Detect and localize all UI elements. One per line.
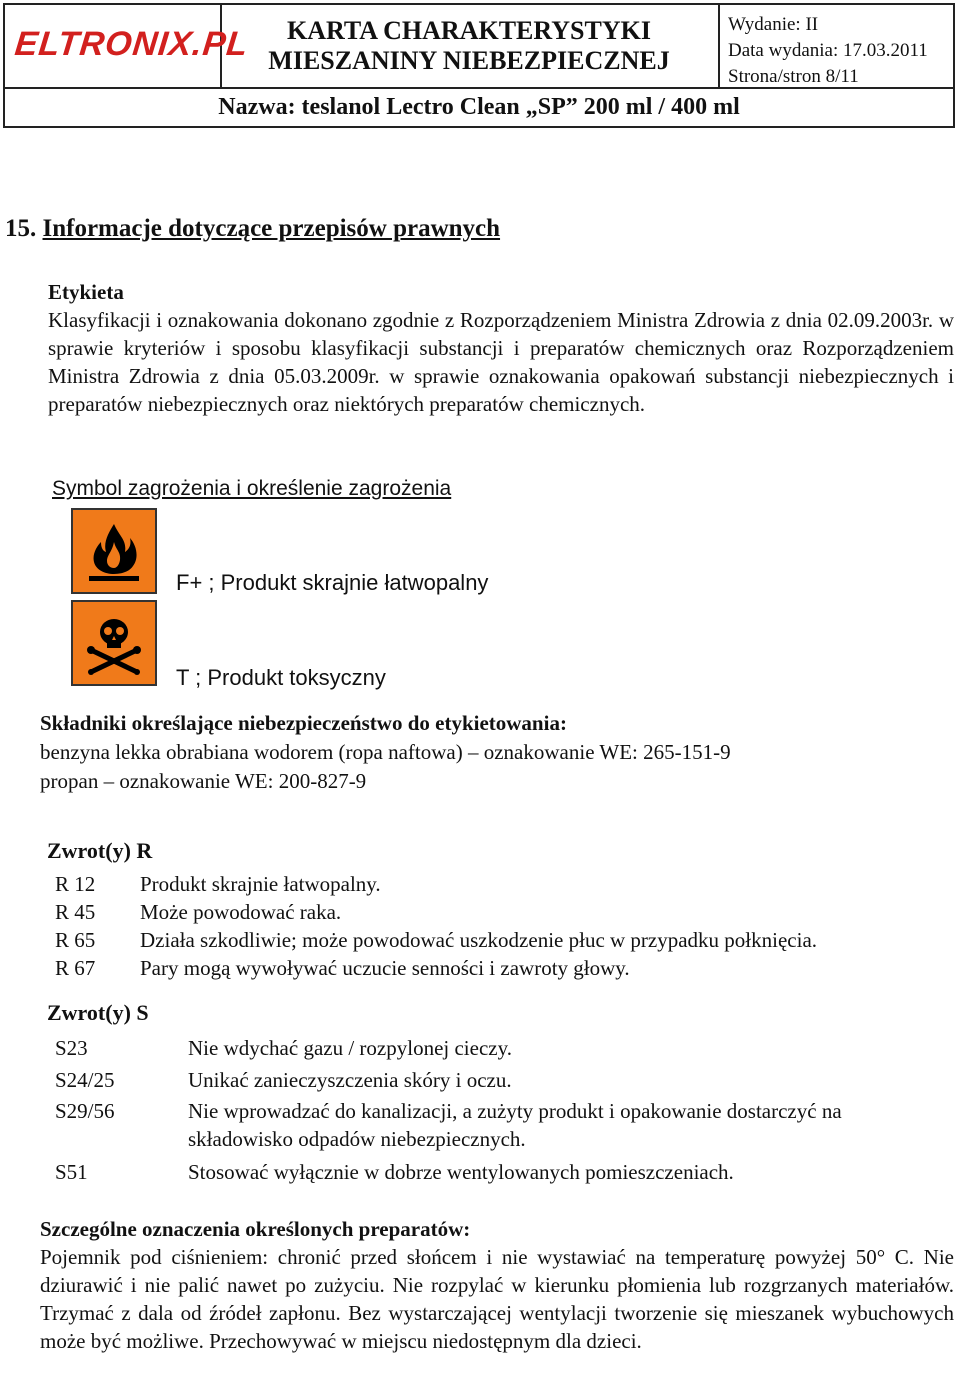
section-title: [5, 215, 500, 243]
label-text: Klasyfikacji i oznakowania dokonano zgodnie z Rozporządzeniem Ministra Zdrowia z dnia 02.09.2003r. w sprawie kryteriów i sposobu klasyfikacji substancji i preparatów chemicznych oraz Rozporządzeniem Ministra Zdrowia z dnia 05.03.2009r. w sprawie oznakowania opakowań substancji niebezpiecznych i preparatów niebezpiecznych oraz niektórych preparatów chemicznych.: [48, 308, 954, 416]
document-header: [3, 3, 955, 128]
document-title-line2: MIESZANINY NIEBEZPIECZNEJ: [268, 46, 670, 75]
r-phrase-text: Może powodować raka.: [140, 900, 342, 924]
label-heading: Etykieta: [48, 280, 124, 304]
s-phrase-code: S29/56: [55, 1099, 115, 1123]
s-phrase-text: Nie wdychać gazu / rozpylonej cieczy.: [188, 1036, 512, 1060]
page-number: Strona/stron 8/11: [728, 66, 859, 87]
special-text: Pojemnik pod ciśnieniem: chronić przed słońcem i nie wystawiać na temperaturę powyżej 50° C. Nie dziurawić i nie palić nawet po zużyciu. Nie rozpylać w kierunku płomienia lub rozgrzanych materiałów. Trzymać z dala od źródeł zapłonu. Bez wystarczającej wentylacji tworzenie się mieszanek wybuchowych może być możliwe. Przechowywać w miejscu niedostępnym dla dzieci.: [40, 1245, 954, 1353]
s-phrase-code: S51: [55, 1160, 88, 1184]
r-phrase-code: R 67: [55, 956, 96, 980]
company-logo: ELTRONIX.PL: [13, 25, 251, 63]
ingredient-line: benzyna lekka obrabiana wodorem (ropa naftowa) – oznakowanie WE: 265-151-9: [40, 740, 731, 764]
r-phrase-text: Produkt skrajnie łatwopalny.: [140, 872, 381, 896]
edition: Wydanie: II: [728, 14, 819, 35]
hazard-text-toxic: T ; Produkt toksyczny: [176, 665, 386, 690]
r-phrases-heading: Zwrot(y) R: [47, 838, 153, 863]
r-phrase-text: Działa szkodliwie; może powodować uszkodzenie płuc w przypadku połknięcia.: [140, 928, 818, 952]
hazard-heading: Symbol zagrożenia i określenie zagrożenia: [52, 477, 452, 500]
title-cell: [220, 5, 720, 87]
r-phrase-text: Pary mogą wywoływać uczucie senności i zawroty głowy.: [140, 956, 630, 980]
s-phrase-text: Nie wprowadzać do kanalizacji, a zużyty produkt i opakowanie dostarczyć na składowisko odpadów niebezpiecznych.: [188, 1099, 842, 1151]
document-title-line1: KARTA CHARAKTERYSTYKI: [287, 16, 651, 45]
header-top-row: [5, 5, 953, 89]
s-phrase-code: S23: [55, 1036, 88, 1060]
issue-date: Data wydania: 17.03.2011: [728, 40, 928, 61]
logo-cell: [5, 5, 251, 87]
section-number: 15.: [5, 215, 37, 242]
ingredient-line: propan – oznakowanie WE: 200-827-9: [40, 769, 367, 793]
product-name: Nazwa: teslanol Lectro Clean „SP” 200 ml / 400 ml: [218, 94, 740, 120]
hazard-text-flammable: F+ ; Produkt skrajnie łatwopalny: [176, 570, 489, 595]
r-phrase-code: R 65: [55, 928, 96, 952]
section-heading: Informacje dotyczące przepisów prawnych: [42, 215, 501, 242]
info-cell: [718, 5, 953, 87]
s-phrase-code: S24/25: [55, 1068, 115, 1092]
flame-hazard-icon: [71, 508, 157, 594]
r-phrase-code: R 45: [55, 900, 96, 924]
s-phrase-text: Stosować wyłącznie w dobrze wentylowanych pomieszczeniach.: [188, 1160, 734, 1184]
s-phrases-heading: Zwrot(y) S: [47, 1000, 149, 1025]
skull-crossbones-hazard-icon: [71, 600, 157, 686]
r-phrase-code: R 12: [55, 872, 96, 896]
ingredients-heading: Składniki określające niebezpieczeństwo do etykietowania:: [40, 711, 567, 735]
special-heading: Szczególne oznaczenia określonych preparatów:: [40, 1217, 471, 1241]
s-phrase-text: Unikać zanieczyszczenia skóry i oczu.: [188, 1068, 512, 1092]
